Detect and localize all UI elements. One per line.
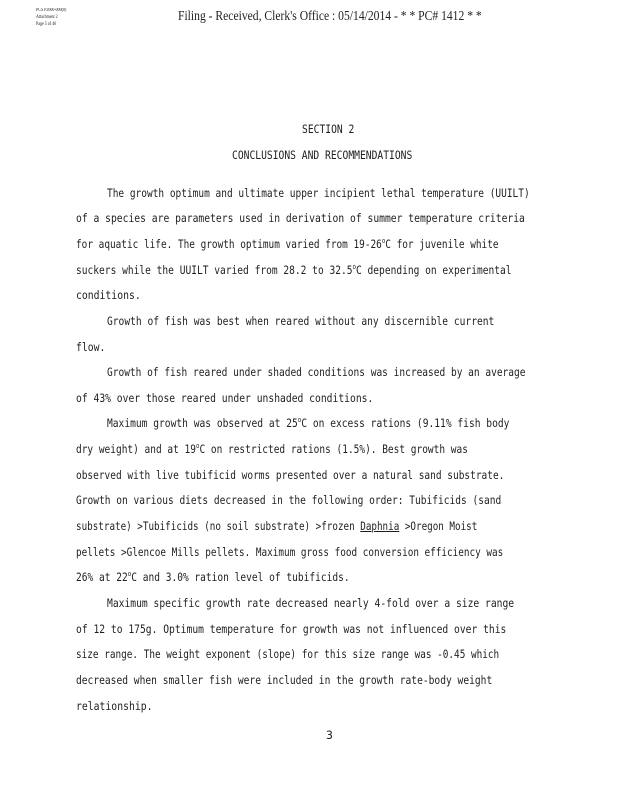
page-number: 3: [326, 728, 333, 742]
paragraph-2-line: Growth of fish was best when reared without any discernible current: [107, 314, 495, 328]
stamp-line: Page 5 of 46: [36, 22, 57, 27]
paragraph-5-line: decreased when smaller fish were included in the growth rate-body weight: [76, 673, 493, 687]
paragraph-5-line: size range. The weight exponent (slope) for this size range was -0.45 which: [76, 647, 500, 661]
paragraph-5-line: relationship.: [76, 699, 153, 713]
paragraph-4-line: observed with live tubificid worms presented over a natural sand substrate.: [76, 468, 505, 482]
daphnia-term: Daphnia: [360, 519, 400, 533]
section-subtitle: CONCLUSIONS AND RECOMMENDATIONS: [232, 148, 413, 162]
paragraph-1-line: The growth optimum and ultimate upper incipient lethal temperature (UUILT): [107, 186, 530, 200]
paragraph-5-line: of 12 to 175g. Optimum temperature for growth was not influenced over this: [76, 622, 507, 636]
filing-header: Filing - Received, Clerk's Office : 05/14/2014 - * * PC# 1412 * *: [178, 8, 482, 23]
paragraph-3-line: of 43% over those reared under unshaded conditions.: [76, 391, 374, 405]
paragraph-3-line: Growth of fish reared under shaded conditions was increased by an average: [107, 365, 526, 379]
paragraph-4-line: Growth on various diets decreased in the following order: Tubificids (sand: [76, 493, 502, 507]
paragraph-4-line: pellets >Glencoe Mills pellets. Maximum gross food conversion efficiency was: [76, 545, 504, 559]
paragraph-5-line: Maximum specific growth rate decreased nearly 4-fold over a size range: [107, 596, 515, 610]
stamp-line: Attachment 2: [36, 15, 58, 20]
paragraph-1-line: for aquatic life. The growth optimum varied from 19-26$^o$C for juvenile white: [76, 237, 499, 251]
paragraph-1-line: of a species are parameters used in derivation of summer temperature criteria: [76, 211, 525, 225]
paragraph-4-line: dry weight) and at 19$^o$C on restricted rations (1.5%). Best growth was: [76, 442, 468, 456]
paragraph-4-line: Maximum growth was observed at 25$^o$C on excess rations (9.11% fish body: [107, 416, 510, 430]
paragraph-1-line: conditions.: [76, 288, 141, 302]
paragraph-4-line: 26% at 22$^o$C and 3.0% ration level of tubificids.: [76, 570, 350, 584]
paragraph-1-line: suckers while the UUILT varied from 28.2 to 32.5$^o$C depending on experimental: [76, 263, 512, 277]
stamp-line: PCS P2000-000(0): [36, 8, 67, 13]
paragraph-2-line: flow.: [76, 340, 106, 354]
paragraph-4-line: substrate) >Tubificids (no soil substrate) >frozen Daphnia >Oregon Moist: [76, 519, 478, 533]
section-title: SECTION 2: [302, 122, 355, 136]
document-stamp: [36, 7, 66, 28]
